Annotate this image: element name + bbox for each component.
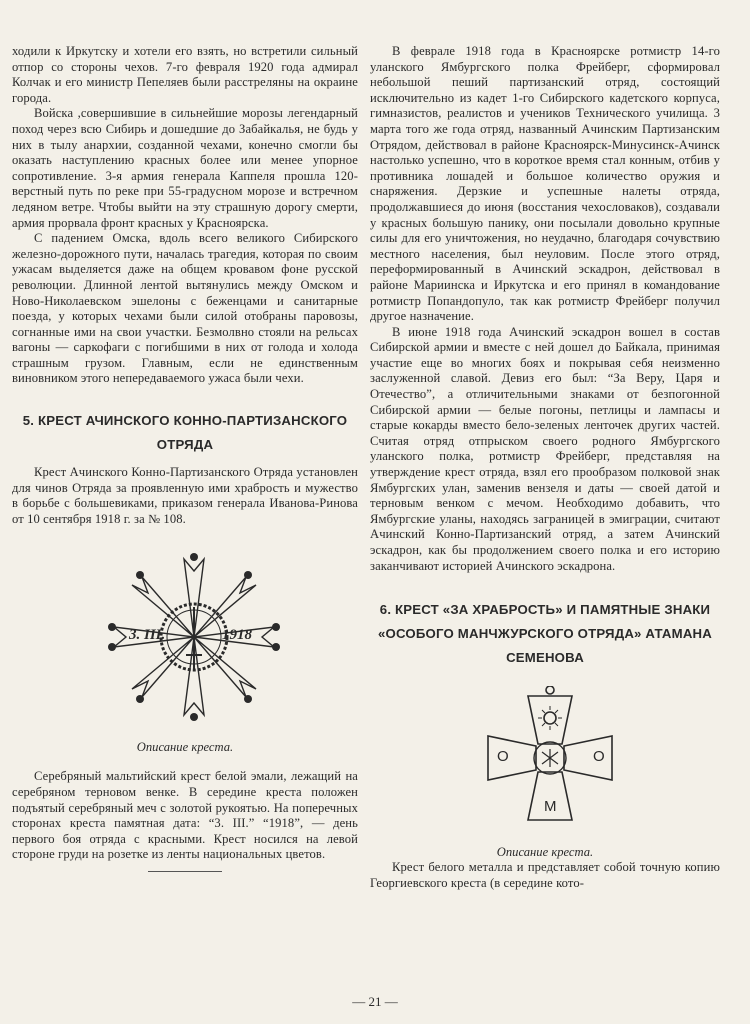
section-5-heading: 5. КРЕСТ АЧИНСКОГО КОННО-ПАРТИЗАНСКОГО ОТРЯДА <box>22 413 348 453</box>
cross-letter-right: О <box>593 748 605 766</box>
left-paragraph-3: С падением Омска, вдоль всего великого Сибирского железно-дорожного пути, началась трагедия, которая по своим ужасам выделяется даже на общем кровавом фоне русской революции. Длинной лентой вытянулись между Омском и Ново-Николаевском эшелоны с беженцами и санитарные поезда, у которых чехами были силой отобраны паровозы, согнанные ими на свои участки. Безмолвно стояли на рельсах вагоны — саркофаги с погибшими в них от голода и холода страшным грузом. Главным, если не единственным виновником этого непередаваемого ужаса были чехи. <box>12 231 358 386</box>
right-paragraph-1: В феврале 1918 года в Красноярске ротмистр 14-го уланского Ямбургского полка Фрейберг, сформировал небольшой пеший партизанский отряд, состоящий исключительно из кадет 1-го Сибирского кадетского корпуса, гимназистов, реалистов и учеников Технического училища. 3 марта того же года отряд, названный Ачинским Партизанским Отрядом, действовал в районе Красноярск-Минусинск-Ачинск настолько успешно, что в короткое время стал конным, отбив у противника лошадей и большое количество оружия и снаряжения. Дерзкие и успешные налеты отряда, продолжавшиеся до июня (восстания чехословаков), создавали у красных большую панику, они посылали довольно крупные силы для его уничтожения, но неудачно, благодаря сочувствию местного населения, был неуловим. После этого отряд, переформированный в Ачинский эскадрон, действовал в районе Мариинска и Иркутска и его принял в командование ротмистр Попандопуло, так как ротмистр Фрейберг получил другое назначение. <box>370 44 720 324</box>
cross-letter-bottom: М <box>544 798 557 816</box>
achinsk-cross-figure <box>12 537 358 737</box>
achinsk-cross-drawing <box>12 537 358 737</box>
section-6-heading: 6. КРЕСТ «ЗА ХРАБРОСТЬ» И ПАМЯТНЫЕ ЗНАКИ «ОСОБОГО МАНЧЖУРСКОГО ОТРЯДА» АТАМАНА СЕМЕНОВА <box>377 602 713 666</box>
left-paragraph-4: Крест Ачинского Конно-Партизанского Отряда установлен для чинов Отряда за проявленную ими храбрость и мужество в борьбе с большевиками, приказом генерала Иванова-Ринова от 10 сентября 1918 г. за № 108. <box>12 465 358 526</box>
right-caption: Описание креста. <box>496 845 594 860</box>
left-caption: Описание креста. <box>136 740 234 755</box>
cross-letter-left: О <box>497 748 509 766</box>
right-paragraph-3: Крест белого металла и представляет собой точную копию Георгиевского креста (в середине кото- <box>370 860 720 890</box>
cross-date-right: 1918 <box>222 627 252 644</box>
left-column <box>12 44 358 872</box>
section-divider <box>148 871 222 872</box>
page-number: — 21 — <box>352 994 398 1009</box>
left-paragraph-2: Войска ,совершившие в сильнейшие морозы легендарный поход через всю Сибирь и дошедшие до Забайкалья, не будь у них в тылу анархии, созданной чехами, конечно смогли бы оказать наступлению красных более или менее упорное сопротивление. 3-я армия генерала Каппеля прошла 120-верстный путь по реке при 55-градусном морозе и встречном ледяном ветре. Чтобы выйти на эту страшную дорогу смерти, армия прорвала фронт красных у Красноярска. <box>12 106 358 230</box>
left-paragraph-1: ходили к Иркутску и хотели его взять, но встретили сильный отпор со стороны чехов. 7-го февраля 1920 года адмирал Колчак и его министр Пепеляев были расстреляны на окраине города. <box>12 44 358 105</box>
right-column <box>370 44 720 891</box>
left-paragraph-5: Серебряный мальтийский крест белой эмали, лежащий на серебряном терновом венке. В середине креста положен подъятый серебряный меч с золотой рукоятью. На поперечных сторонах креста памятная дата: “3. III.” “1918”, — день первого боя отряда с красными. Крест носился на левой стороне груди на розетке из ленты национальных цветов. <box>12 769 358 862</box>
right-paragraph-2: В июне 1918 года Ачинский эскадрон вошел в состав Сибирской армии и вместе с ней дошел до Байкала, принимая участие еще во многих боях и покрывая себя неизменно заслуженной славой. Девиз его был: “За Веру, Царя и Отечество”, а отличительными знаками от безпогонной Сибирской армии — белые погоны, петлицы и лампасы и старые кокарды вместо бело-зеленых ленточек других частей. Считая отряд отпрыском своего родного Ямбургского уланского полка, ротмистр Фрейберг, представляя на утверждение крест отряда, взял его прообразом полковой знак Ямбургских улан, заменив вензеля и даты — своей датой и терновым венком с мечом. Необходимо добавить, что Ямбургские уланы, находясь заграницей в эмиграции, считают Ачинский Конно-Партизанский отряд, а затем Ачинский эскадрон, как бы продолжением своего полка и его историю заканчивают историей Ачинского эскадрона. <box>370 324 720 573</box>
st-george-cross-figure <box>370 686 720 836</box>
cross-date-left: 3. III. <box>129 627 166 644</box>
